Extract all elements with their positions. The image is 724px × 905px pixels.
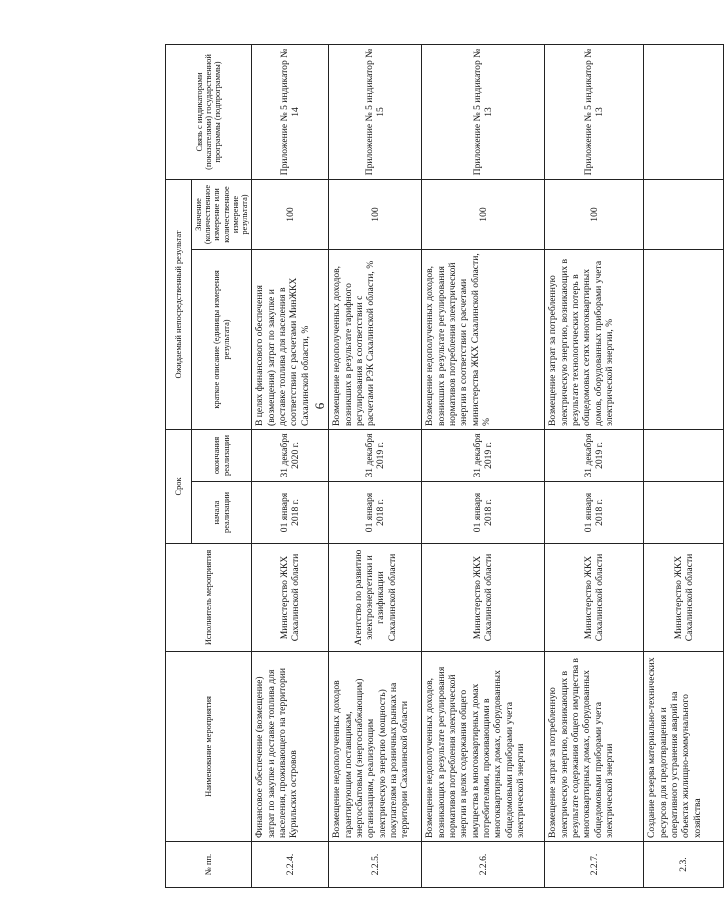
row-desc: В целях финансового обеспечения (возмещения) затрат по закупке и доставке топлива для населения в соответствии с расчетами МинЖКХ Сахалинской области, % [252,250,329,430]
row-value [644,180,724,250]
row-start: 01 января 2018 г. [252,482,329,544]
row-end [644,430,724,482]
table-row [545,45,644,888]
row-link [644,45,724,180]
row-end: 31 декабря 2020 г. [252,430,329,482]
row-num: 2.2.5. [329,842,422,888]
row-value: 100 [329,180,422,250]
row-desc: Возмещение недополученных доходов, возникших в результате регулирования нормативов потребления электрической энергии в соответствии с расчетами министерства ЖКХ Сахалинской области, % [422,250,545,430]
header-end: окончания реализации [192,430,252,482]
row-name: Создание резерва материально-технических ресурсов для предотвращения и оперативного устранения аварий на объектах жилищно-коммунального хозяйства [644,652,724,842]
row-link: Приложение № 5 индикатор № 13 [545,45,644,180]
header-desc: краткое описание (единицы измерения результата) [192,250,252,430]
row-desc [644,250,724,430]
row-value: 100 [422,180,545,250]
header-link: Связь с индикаторами (показателями) государственной программы (подпрограммы) [166,45,252,180]
row-name: Возмещение затрат за потребленную электрическую энергию, возникающих в результате содержания общего имущества в многоквартирных домах, оборудованных общедомовыми приборами учета электрической энергии [545,652,644,842]
header-term: Срок [166,430,192,544]
row-executor: Агентство по развитию электроэнергетики и газификации Сахалинской области [329,544,422,652]
row-desc: Возмещение затрат за потребленную электрическую энергию, возникающих в результате технологических потерь в общедомовых сетях многоквартирных домов, оборудованных приборами учета электрической энергии, % [545,250,644,430]
row-name: Возмещение недополученных доходов гарантирующим поставщикам, энергосбытовым (энергоснабжающим) организациям, реализующим электрическую энергию (мощность) покупателям на розничных рынках на территории Сахалинской области [329,652,422,842]
header-value: Значение (количественное измерение или количественное измерение результата) [192,180,252,250]
header-start: начала реализации [192,482,252,544]
row-desc: Возмещение недополученных доходов, возникших в результате тарифного регулирования в соответствии с расчетами РЭК Сахалинской области, % [329,250,422,430]
row-num: 2.3. [644,842,724,888]
table-row [329,45,422,888]
row-end: 31 декабря 2019 г. [422,430,545,482]
header-name: Наименование мероприятия [166,652,252,842]
table-row [644,45,724,888]
row-num: 2.2.6. [422,842,545,888]
row-name: Возмещение недополученных доходов, возникающих в результате регулирования нормативов потребления электрической энергии в целях содержания общего имущества в многоквартирных домах потребителями, проживающими в многоквартирных домах, оборудованных общедомовыми приборами учета электрической энергии [422,652,545,842]
row-executor: Министерство ЖКХ Сахалинской области [545,544,644,652]
header-executor: Исполнитель мероприятия [166,544,252,652]
row-value: 100 [545,180,644,250]
row-executor: Министерство ЖКХ Сахалинской области [252,544,329,652]
row-executor: Министерство ЖКХ Сахалинской области [422,544,545,652]
row-end: 31 декабря 2019 г. [329,430,422,482]
row-link: Приложение № 5 индикатор № 15 [329,45,422,180]
row-name: Финансовое обеспечение (возмещение) затрат по закупке и доставке топлива для населения, проживающего на территории Курильских островов [252,652,329,842]
row-start [644,482,724,544]
page-number: 6 [312,402,327,410]
row-start: 01 января 2018 г. [545,482,644,544]
row-value: 100 [252,180,329,250]
row-start: 01 января 2018 г. [329,482,422,544]
header-num: № пп. [166,842,252,888]
table-row [422,45,545,888]
table-row [252,45,329,888]
row-num: 2.2.4. [252,842,329,888]
row-executor: Министерство ЖКХ Сахалинской области [644,544,724,652]
row-num: 2.2.7. [545,842,644,888]
header-expected: Ожидаемый непосредственный результат [166,180,192,430]
measures-table [165,44,724,888]
row-end: 31 декабря 2019 г. [545,430,644,482]
rotated-page [165,45,703,888]
row-link: Приложение № 5 индикатор № 14 [252,45,329,180]
row-start: 01 января 2018 г. [422,482,545,544]
row-link: Приложение № 5 индикатор № 13 [422,45,545,180]
